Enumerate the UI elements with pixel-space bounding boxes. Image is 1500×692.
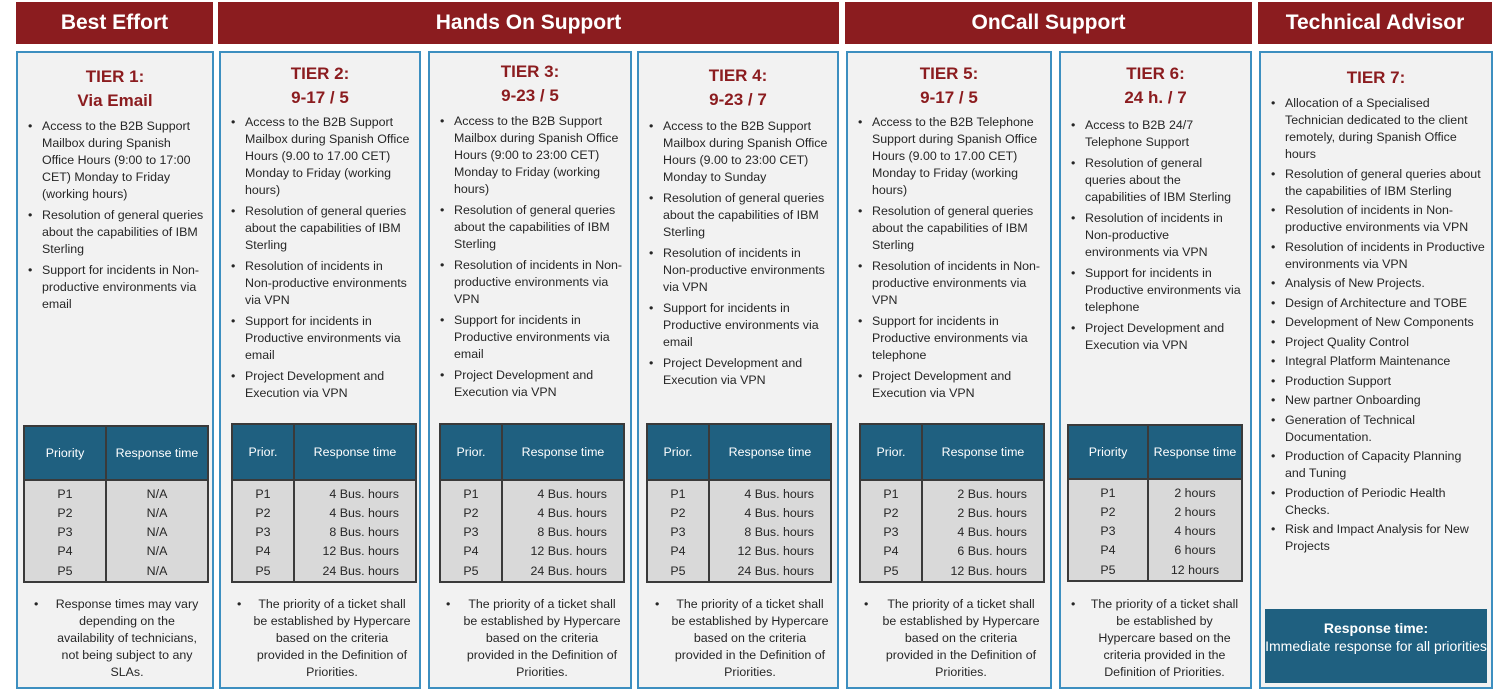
tier-2-priority-table [231,423,417,583]
tier-5-note: • The priority of a ticket shall be established by Hypercare based on the criteria provided in the Definition of Priorities. [864,597,1040,679]
tier-4-card [637,51,839,689]
list-item: • Analysis of New Projects. [1269,275,1485,292]
table-row: P2 2 Bus. hours [860,504,1044,523]
list-item: • Resolution of incidents in Non-productive environments via VPN [229,258,413,309]
list-item: • Resolution of incidents in Non-productive environments via VPN [438,257,624,308]
list-item: • Resolution of incidents in Non-productive environments via VPN [1269,202,1485,236]
tier-5-title: TIER 5: 9-17 / 5 [919,64,979,107]
response-time-title: Response time: [1323,620,1429,636]
list-item: • Project Development and Execution via VPN [1069,320,1244,354]
response-time-header: Response time [709,424,831,480]
list-item: • New partner Onboarding [1269,392,1485,409]
tier-4-priority-table [646,423,832,583]
tier-2-features [229,114,413,406]
table-row: P2 4 Bus. hours [232,504,416,523]
list-item: • Integral Platform Maintenance [1269,353,1485,370]
tier-7-title: TIER 7: [1346,68,1406,87]
list-item: • Resolution of incidents in Productive environments via VPN [1269,239,1485,273]
priority-header: Priority [1068,425,1148,479]
tier-5-priority-table [859,423,1045,583]
tier-3-features [438,113,624,405]
list-item: • Support for incidents in Productive environments via email [438,312,624,363]
list-item: • Resolution of general queries about the capabilities of IBM Sterling [647,190,831,241]
list-item: • Access to B2B 24/7 Telephone Support [1069,117,1244,151]
list-item: • Resolution of general queries about the capabilities of IBM Sterling [1269,166,1485,200]
response-time-header: Response time [1148,425,1242,479]
list-item: • Resolution of general queries about the capabilities of IBM Sterling [856,203,1044,254]
tier-1-title: TIER 1: Via Email [77,67,153,110]
priority-header: Prior. [232,424,294,480]
priority-header: Prior. [647,424,709,480]
table-row: P3 4 Bus. hours [860,523,1044,542]
table-row: P2 N/A [24,504,208,523]
priority-header: Prior. [860,424,922,480]
list-item: • Project Development and Execution via VPN [856,368,1044,402]
tier-2-card [219,51,421,689]
priority-header: Prior. [440,424,502,480]
tier-3-priority-table [439,423,625,583]
header-technical-advisor: Technical Advisor [1258,2,1492,44]
table-row: P1 N/A [24,480,208,504]
tier-1-priority-table [23,425,209,583]
list-item: • Support for incidents in Productive environments via telephone [1069,265,1244,316]
table-row: P1 2 hours [1068,479,1242,503]
response-time-header: Response time [502,424,624,480]
list-item: • Resolution of general queries about the capabilities of IBM Sterling [438,202,624,253]
list-item: • Resolution of incidents in Non-productive environments via VPN [647,245,831,296]
tier-7-card [1259,51,1493,689]
list-item: • Support for incidents in Productive environments via email [229,313,413,364]
table-row: P5 24 Bus. hours [440,561,624,582]
list-item: • Resolution of general queries about the capabilities of IBM Sterling [26,207,206,258]
tier-2-title: TIER 2: 9-17 / 5 [290,64,350,107]
table-row: P3 8 Bus. hours [647,523,831,542]
table-row: P1 4 Bus. hours [440,480,624,504]
priority-header: Priority [24,426,106,480]
list-item: • Access to the B2B Support Mailbox during Spanish Office Hours (9:00 to 17:00 CET) Monday to Friday (working hours) [26,118,206,203]
table-row: P2 4 Bus. hours [647,504,831,523]
list-item: • Generation of Technical Documentation. [1269,412,1485,446]
tier-7-response-box [1265,609,1487,683]
table-row: P2 4 Bus. hours [440,504,624,523]
tier-1-note: • Response times may vary depending on the availability of technicians, not being subject to any SLAs. [34,597,199,679]
table-row: P4 12 Bus. hours [232,542,416,561]
table-row: P1 4 Bus. hours [647,480,831,504]
list-item: • Resolution of general queries about the capabilities of IBM Sterling [229,203,413,254]
tier-3-note: • The priority of a ticket shall be established by Hypercare based on the criteria provided in the Definition of Priorities. [446,597,621,679]
tier-3-title: TIER 3: 9-23 / 5 [500,62,560,105]
tier-3-card [428,51,632,689]
list-item: • Support for incidents in Productive environments via telephone [856,313,1044,364]
table-row: P5 24 Bus. hours [232,561,416,582]
list-item: • Resolution of incidents in Non-productive environments via VPN [856,258,1044,309]
tier-4-note: • The priority of a ticket shall be established by Hypercare based on the criteria provided in the Definition of Priorities. [655,597,829,679]
table-row: P4 12 Bus. hours [647,542,831,561]
tier-5-features [856,114,1044,406]
header-best-effort: Best Effort [16,2,213,44]
list-item: • Resolution of general queries about the capabilities of IBM Sterling [1069,155,1244,206]
tier-4-title: TIER 4: 9-23 / 7 [708,66,768,109]
table-row: P5 N/A [24,561,208,582]
table-row: P5 12 Bus. hours [860,561,1044,582]
table-row: P5 24 Bus. hours [647,561,831,582]
list-item: • Project Development and Execution via VPN [438,367,624,401]
list-item: • Support for incidents in Non-productive environments via email [26,262,206,313]
list-item: • Support for incidents in Productive environments via email [647,300,831,351]
tier-6-features [1069,117,1244,358]
tier-6-title: TIER 6: 24 h. / 7 [1124,64,1187,107]
list-item: • Risk and Impact Analysis for New Projects [1269,521,1485,555]
list-item: • Project Quality Control [1269,334,1485,351]
tier-7-features [1269,95,1485,558]
response-time-header: Response time [922,424,1044,480]
list-item: • Production of Periodic Health Checks. [1269,485,1485,519]
response-time-header: Response time [294,424,416,480]
tier-1-card [16,51,214,689]
list-item: • Production of Capacity Planning and Tuning [1269,448,1485,482]
list-item: • Project Development and Execution via VPN [647,355,831,389]
tier-1-features [26,118,206,317]
table-row: P2 2 hours [1068,503,1242,522]
list-item: • Production Support [1269,373,1485,390]
list-item: • Resolution of incidents in Non-productive environments via VPN [1069,210,1244,261]
table-row: P3 N/A [24,523,208,542]
list-item: • Development of New Components [1269,314,1485,331]
tier-6-priority-table [1067,424,1243,582]
tier-5-card [846,51,1052,689]
response-time-text: Immediate response for all priorities [1265,638,1487,654]
list-item: • Design of Architecture and TOBE [1269,295,1485,312]
response-time-header: Response time [106,426,208,480]
list-item: • Access to the B2B Support Mailbox during Spanish Office Hours (9.00 to 17.00 CET) Monday to Friday (working hours) [229,114,413,199]
table-row: P1 4 Bus. hours [232,480,416,504]
tier-6-card [1059,51,1252,689]
table-row: P4 12 Bus. hours [440,542,624,561]
table-row: P3 8 Bus. hours [232,523,416,542]
tier-4-features [647,118,831,393]
table-row: P4 N/A [24,542,208,561]
list-item: • Access to the B2B Support Mailbox during Spanish Office Hours (9:00 to 23:00 CET) Monday to Friday (working hours) [438,113,624,198]
tier-6-note: • The priority of a ticket shall be established by Hypercare based on the criteria provided in the Definition of Priorities. [1071,597,1239,679]
table-row: P1 2 Bus. hours [860,480,1044,504]
table-row: P4 6 Bus. hours [860,542,1044,561]
table-row: P3 8 Bus. hours [440,523,624,542]
table-row: P5 12 hours [1068,560,1242,581]
table-row: P3 4 hours [1068,522,1242,541]
table-row: P4 6 hours [1068,541,1242,560]
list-item: • Access to the B2B Telephone Support during Spanish Office Hours (9.00 to 17.00 CET) Monday to Friday (working hours) [856,114,1044,199]
list-item: • Allocation of a Specialised Technician dedicated to the client remotely, during Spanish Office hours [1269,95,1485,163]
tier-2-note: • The priority of a ticket shall be established by Hypercare based on the criteria provided in the Definition of Priorities. [237,597,411,679]
header-hands-on-support: Hands On Support [218,2,839,44]
list-item: • Access to the B2B Support Mailbox during Spanish Office Hours (9.00 to 23:00 CET) Monday to Sunday [647,118,831,186]
list-item: • Project Development and Execution via VPN [229,368,413,402]
header-oncall-support: OnCall Support [845,2,1252,44]
